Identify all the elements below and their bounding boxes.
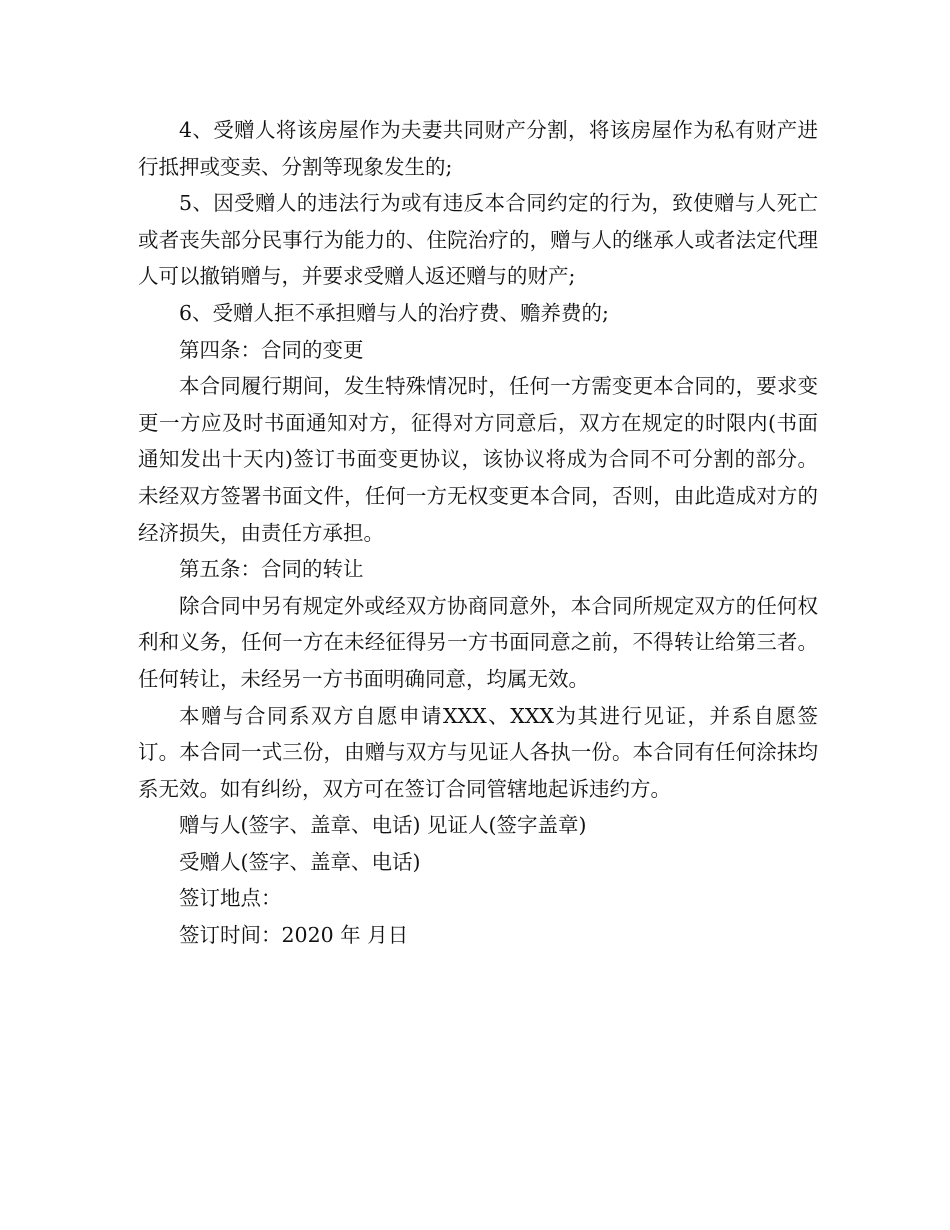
witness-clause: 本赠与合同系双方自愿申请XXX、XXX为其进行见证，并系自愿签订。本合同一式三份，由赠与双方与见证人各执一份。本合同有任何涂抹均系无效。如有纠纷，双方可在签订合同管辖地起诉违约方。 (138, 703, 818, 801)
clause-item-5: 5、因受赠人的违法行为或有违反本合同约定的行为，致使赠与人死亡或者丧失部分民事行为能力的、住院治疗的，赠与人的继承人或者法定代理人可以撤销赠与，并要求受赠人返还赠与的财产; (138, 191, 818, 289)
article-4-body: 本合同履行期间，发生特殊情况时，任何一方需变更本合同的，要求变更一方应及时书面通知对方，征得对方同意后，双方在规定的时限内(书面通知发出十天内)签订书面变更协议，该协议将成为合同不可分割的部分。未经双方签署书面文件，任何一方无权变更本合同，否则，由此造成对方的经济损失，由责任方承担。 (138, 374, 818, 545)
article-4-heading: 第四条：合同的变更 (179, 337, 364, 362)
article-5-body: 除合同中另有规定外或经双方协商同意外，本合同所规定双方的任何权利和义务，任何一方在未经征得另一方书面同意之前，不得转让给第三者。任何转让，未经另一方书面明确同意，均属无效。 (138, 593, 818, 691)
article-5-heading: 第五条：合同的转让 (179, 557, 364, 582)
clause-item-6: 6、受赠人拒不承担赠与人的治疗费、赡养费的; (179, 300, 609, 325)
donee-signature-line: 受赠人(签字、盖章、电话) (179, 849, 421, 874)
document-body (138, 112, 818, 954)
clause-item-4: 4、受赠人将该房屋作为夫妻共同财产分割，将该房屋作为私有财产进行抵押或变卖、分割等现象发生的; (138, 118, 818, 179)
donor-signature-line: 赠与人(签字、盖章、电话) 见证人(签字盖章) (179, 813, 587, 838)
signing-location: 签订地点： (179, 886, 282, 911)
signing-date: 签订时间：2020 年 月日 (179, 923, 409, 948)
